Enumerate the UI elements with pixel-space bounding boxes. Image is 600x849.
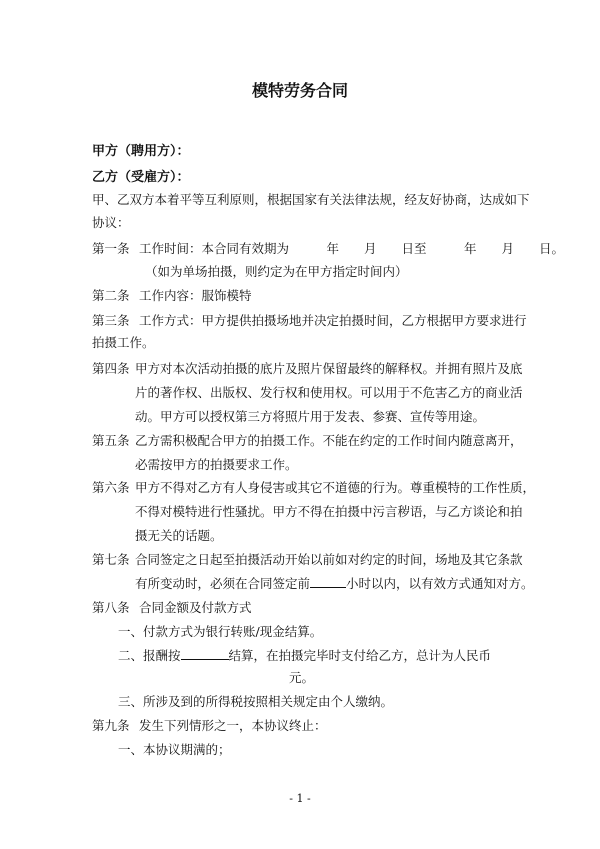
- payment-basis-blank: [181, 647, 229, 660]
- payment-item-1: 一、付款方式为银行转账/现金结算。: [118, 624, 323, 639]
- article-7-line-2-after: 小时以内，以有效方式通知对方。: [346, 576, 534, 591]
- article-4-line-2: 片的著作权、出版权、发行权和使用权。可以用于不危害乙方的商业活: [135, 385, 523, 400]
- article-4-line-1: 甲方对本次活动拍摄的底片及照片保留最终的解释权。并拥有照片及底: [135, 361, 523, 376]
- article-5-label: 第五条: [92, 433, 130, 448]
- page-number: - 1 -: [289, 792, 311, 805]
- document-title: 模特劳务合同: [251, 81, 348, 100]
- payment-item-3: 三、所涉及到的所得税按照相关规定由个人缴纳。: [118, 694, 394, 709]
- article-4-label: 第四条: [92, 361, 130, 376]
- article-6-line-3: 摄无关的话题。: [135, 528, 223, 543]
- article-7-line-2: [135, 574, 534, 592]
- hours-blank: [310, 575, 346, 588]
- article-3-line-2: 拍摄工作。: [92, 335, 155, 350]
- payment-item-2-prefix: 二、报酬按: [118, 648, 181, 663]
- article-8-label: 第八条: [92, 600, 130, 615]
- article-2-line-1: 工作内容：服饰模特: [139, 288, 252, 303]
- payment-item-2-suffix: 结算，在拍摄完毕时支付给乙方，总计为人民币: [228, 648, 492, 663]
- article-6-label: 第六条: [92, 480, 130, 495]
- article-3-label: 第三条: [92, 313, 130, 328]
- party-a-label: 甲方（聘用方）：: [92, 144, 190, 159]
- article-7-line-1: 合同签定之日起至拍摄活动开始以前如对约定的时间，场地及其它条款: [135, 552, 523, 567]
- article-4-line-3: 动。甲方可以授权第三方将照片用于发表、参赛、宣传等用途。: [135, 409, 486, 424]
- article-1-line-2: （如为单场拍摄，则约定为在甲方指定时间内）: [145, 264, 408, 279]
- article-5-line-2: 必需按甲方的拍摄要求工作。: [135, 457, 298, 472]
- intro-line-2: 协议：: [92, 215, 130, 230]
- article-9-label: 第九条: [92, 718, 130, 733]
- article-6-line-1: 甲方不得对乙方有人身侵害或其它不道德的行为。尊重模特的工作性质，: [135, 480, 536, 495]
- payment-item-2: [118, 646, 491, 664]
- article-1-line-1: 工作时间：本合同有效期为 年 月 日至 年 月 日。: [139, 241, 565, 256]
- payment-item-2-unit: 元。: [289, 670, 315, 685]
- termination-item-1: 一、本协议期满的；: [118, 742, 231, 757]
- article-8-line-1: 合同金额及付款方式: [139, 600, 252, 615]
- article-3-line-1: 工作方式：甲方提供拍摄场地并决定拍摄时间，乙方根据甲方要求进行: [139, 313, 527, 328]
- article-7-line-2-before: 有所变动时，必须在合同签定前: [135, 576, 311, 591]
- article-7-label: 第七条: [92, 552, 130, 567]
- article-9-text: 发生下列情形之一，本协议终止：: [139, 718, 327, 733]
- article-6-line-2: 不得对模特进行性骚扰。甲方不得在拍摄中污言秽语，与乙方谈论和拍: [135, 504, 523, 519]
- article-2-label: 第二条: [92, 288, 130, 303]
- party-b-label: 乙方（受雇方）：: [92, 170, 190, 185]
- article-1-label: 第一条: [92, 241, 130, 256]
- intro-line-1: 甲、乙双方本着平等互利原则，根据国家有关法律法规，经友好协商，达成如下: [92, 192, 530, 207]
- article-5-line-1: 乙方需积极配合甲方的拍摄工作。不能在约定的工作时间内随意离开，: [135, 433, 523, 448]
